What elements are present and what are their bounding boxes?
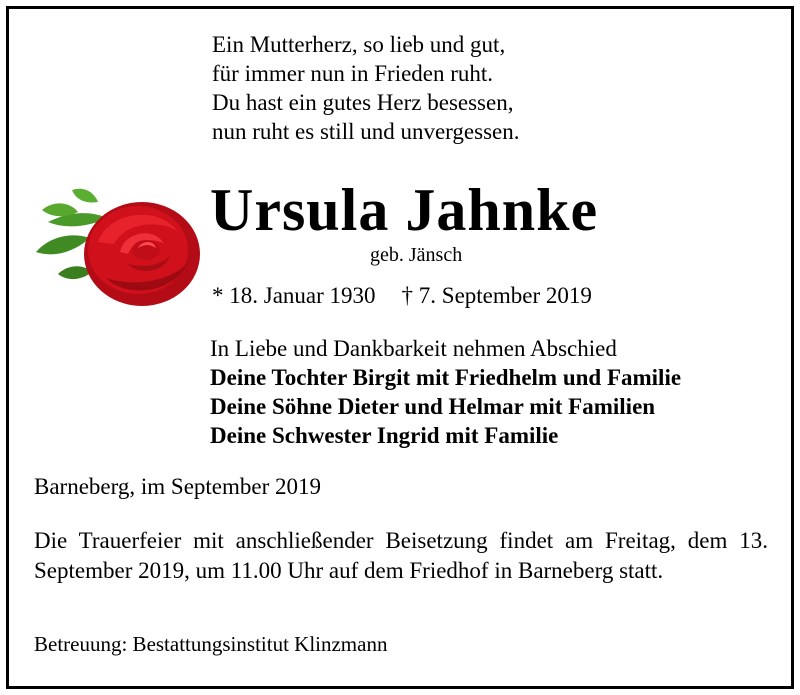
deceased-name: Ursula Jahnke — [210, 177, 599, 243]
funeral-home: Betreuung: Bestattungsinstitut Klinzmann — [34, 632, 388, 656]
service-announcement: Die Trauerfeier mit anschließender Beisetzung findet am Freitag, dem 13. September 2019, um 11.00 Uhr auf dem Friedhof in Barneberg statt. — [34, 528, 768, 583]
poem-line: Du hast ein gutes Herz besessen, — [212, 90, 514, 115]
mourner-line: Deine Schwester Ingrid mit Familie — [210, 423, 559, 448]
maiden-name: geb. Jänsch — [370, 244, 463, 266]
poem — [212, 30, 520, 146]
mourner-line: Deine Söhne Dieter und Helmar mit Familien — [210, 394, 656, 419]
life-dates — [212, 283, 592, 309]
mourner-line: Deine Tochter Birgit mit Friedhelm und Familie — [210, 365, 682, 390]
poem-line: für immer nun in Frieden ruht. — [212, 61, 494, 86]
mourners — [210, 334, 681, 450]
poem-line: Ein Mutterherz, so lieb und gut, — [212, 32, 506, 57]
poem-line: nun ruht es still und unvergessen. — [212, 119, 520, 144]
birth-date: * 18. Januar 1930 — [212, 283, 376, 308]
mourners-intro: In Liebe und Dankbarkeit nehmen Abschied — [210, 336, 617, 361]
red-rose-icon — [28, 182, 208, 312]
place-date: Barneberg, im September 2019 — [34, 474, 322, 499]
death-date: † 7. September 2019 — [401, 283, 592, 308]
